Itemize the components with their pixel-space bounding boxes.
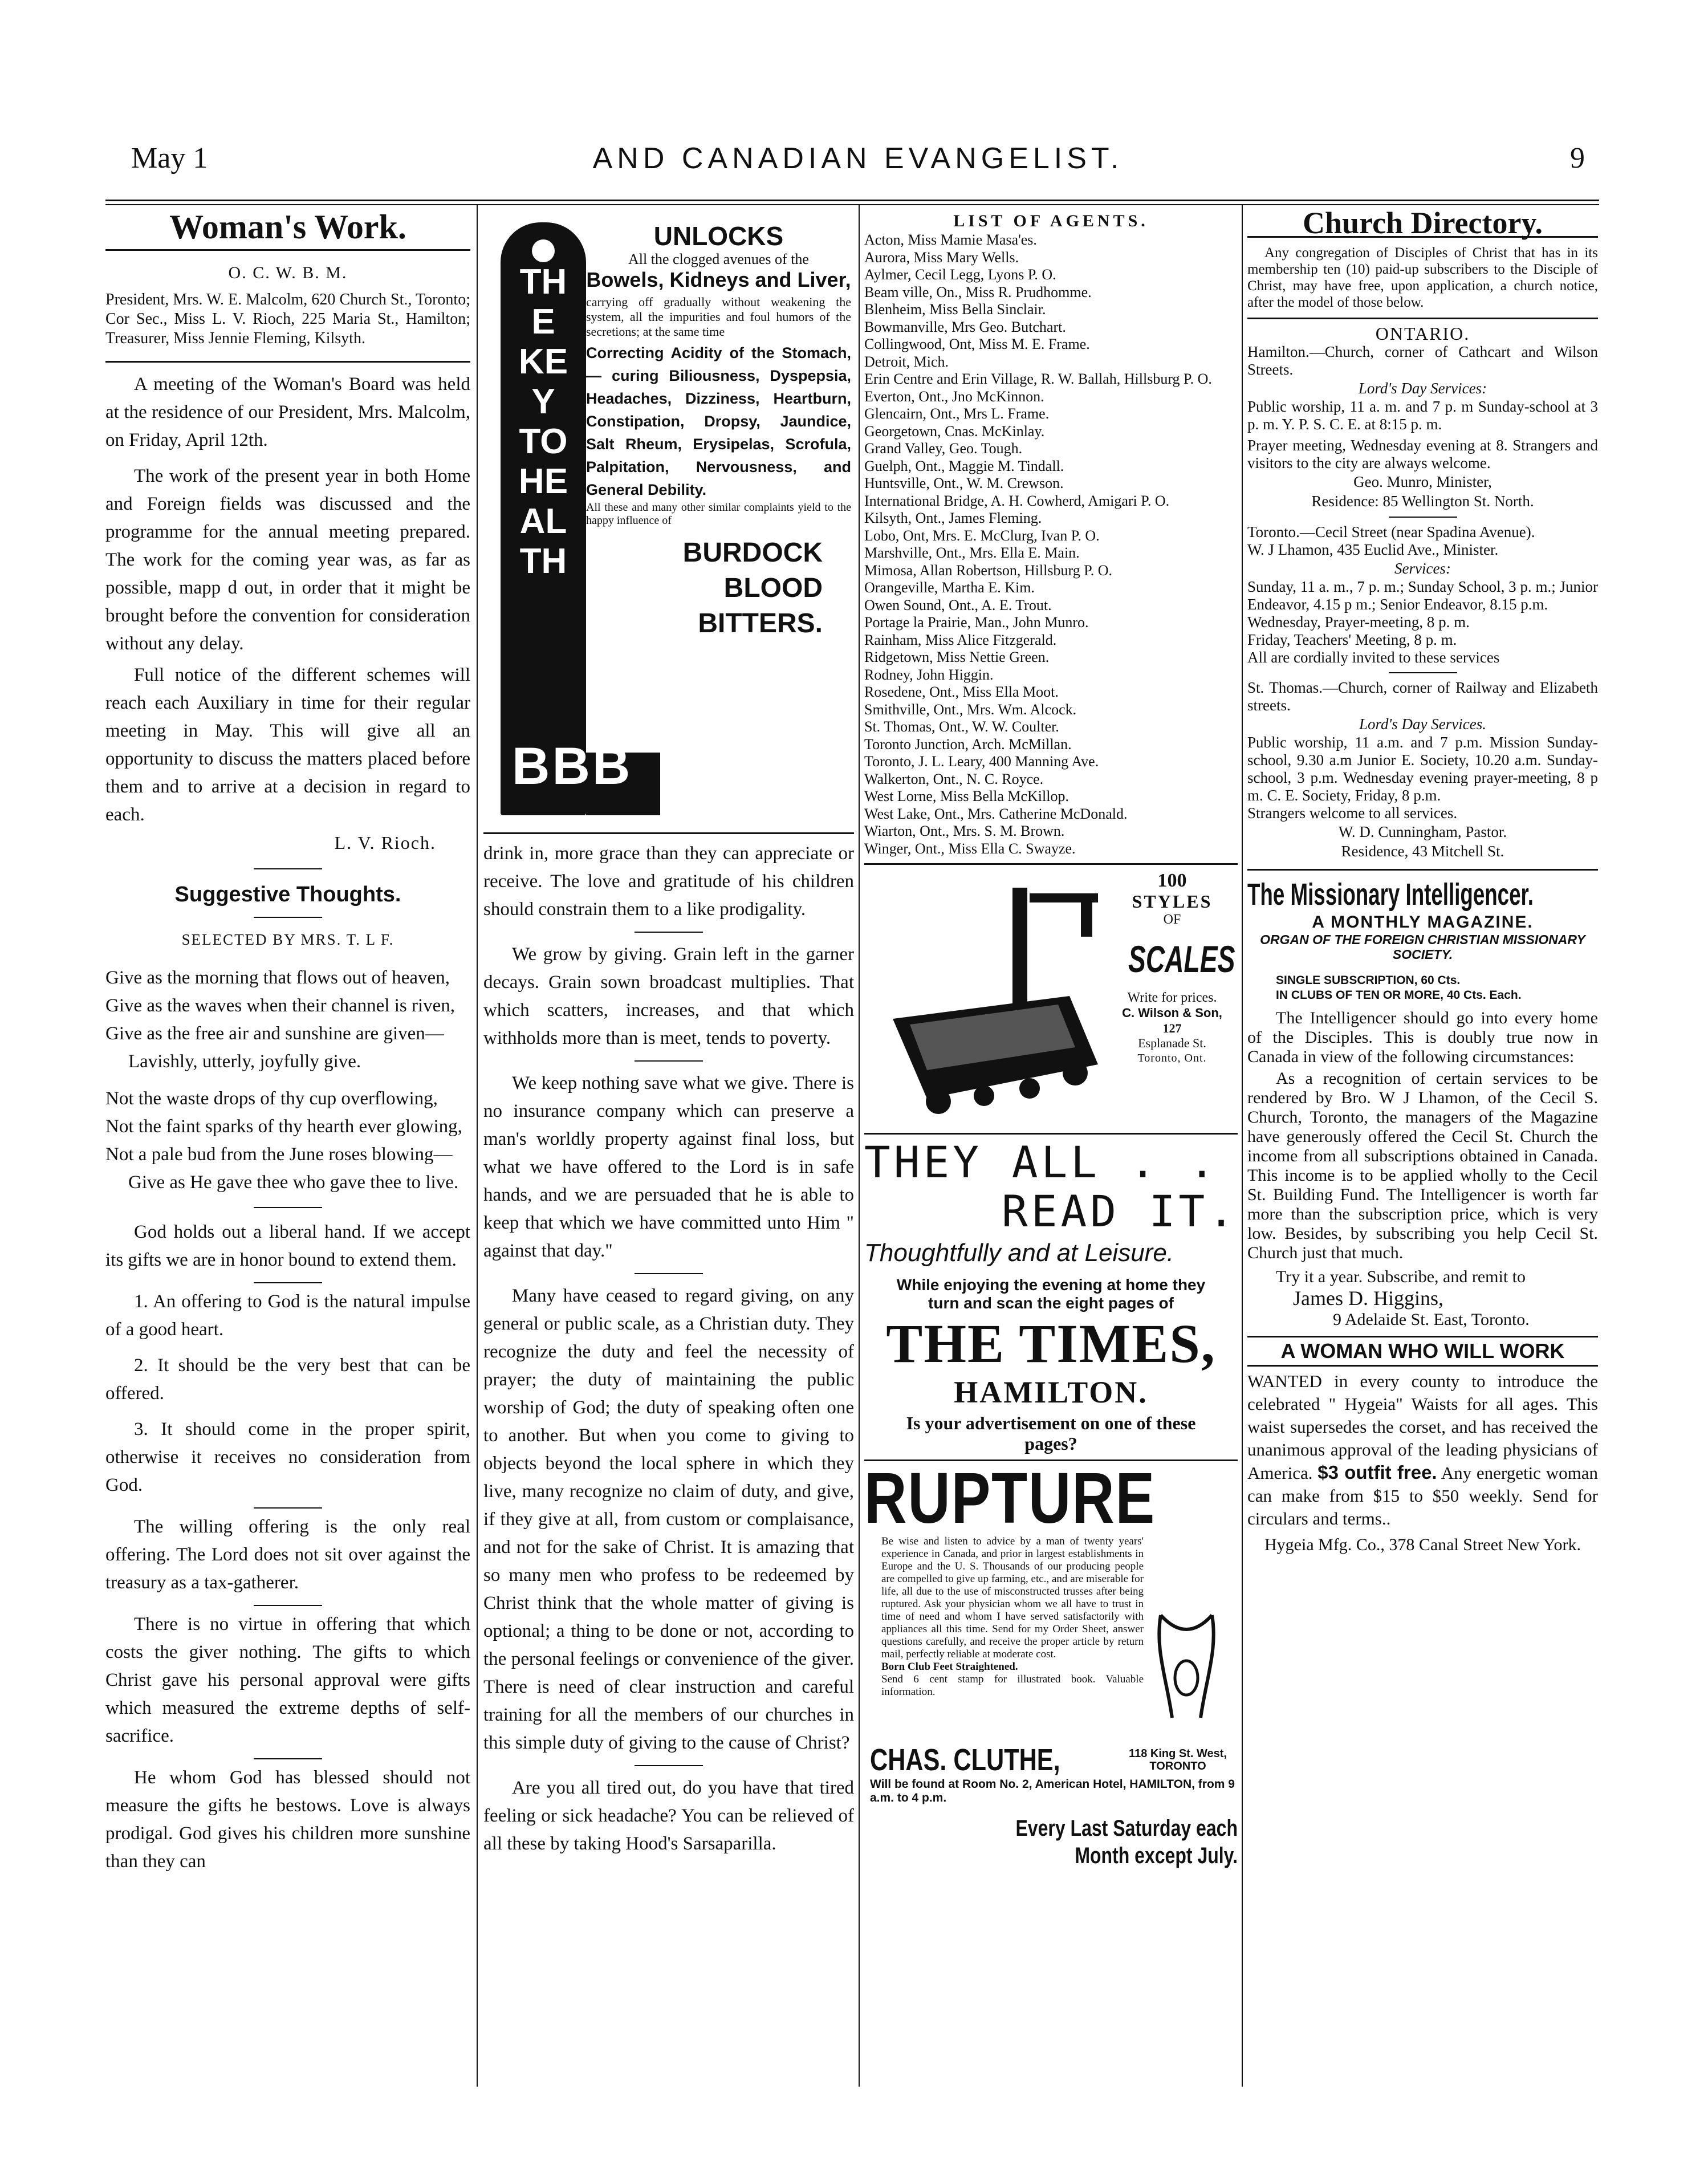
intelligencer-price: IN CLUBS OF TEN OR MORE, 40 Cts. Each. (1276, 989, 1522, 1002)
pastor-residence: Residence, 43 Mitchell St. (1341, 843, 1504, 860)
poem-line: Give as the morning that flows out of heaven, (105, 967, 450, 988)
agent-entry: Mimosa, Allan Robertson, Hillsburg P. O. (864, 562, 1113, 579)
times-city: HAMILTON. (954, 1375, 1148, 1409)
paragraph: Are you all tired out, do you have that tired feeling or sick headache? You can be relieved of all these by taking Hood's Sarsaparilla. (483, 1778, 854, 1854)
poem-line: Give as the free air and sunshine are given— (105, 1023, 444, 1044)
agent-entry: Georgetown, Cnas. McKinlay. (864, 422, 1045, 440)
bbb-text: BBB (512, 737, 633, 795)
poem-line: Give as He gave thee who gave thee to live. (128, 1172, 459, 1193)
paragraph: The work of the present year in both Home and Foreign fields was discussed and the programme for the annual meeting prepared. The work for the coming year was, as far as possible, mapp d out, in order that it might be brought before the convention for consideration without any delay. (105, 466, 470, 654)
paragraph: drink in, more grace than they can appreciate or receive. The love and gratitude of his children should constrain them to a like prodigality. (483, 843, 854, 920)
rupture-club: Born Club Feet Straightened. (881, 1661, 1018, 1673)
divider (1247, 869, 1598, 871)
services-heading: Lord's Day Services. (1359, 715, 1486, 733)
ad-headline: UNLOCKS (653, 221, 784, 251)
agent-entry: West Lake, Ont., Mrs. Catherine McDonald. (864, 805, 1128, 822)
ad-text: carrying off gradually without weakening the system, all the impurities and foul humors of the secretions; at the same time (586, 295, 851, 339)
church-entry: Public worship, 11 a. m. and 7 p. m Sunday-school at 3 p. m. Y. P. S. C. E. at 8:15 p. m. (1247, 398, 1598, 433)
agent-entry: Toronto Junction, Arch. McMillan. (864, 735, 1072, 753)
burdock-blood-bitters-ad (483, 211, 854, 834)
truss-icon (1149, 1609, 1223, 1723)
divider (254, 1507, 322, 1509)
agent-entry: Marshville, Ont., Mrs. Ella E. Main. (864, 544, 1080, 561)
poem-line: Not the faint sparks of thy hearth ever glowing, (105, 1116, 462, 1137)
column-divider (477, 205, 478, 2087)
brand-line: BURDOCK (682, 538, 823, 568)
divider (254, 917, 322, 918)
agent-entry: Walkerton, Ont., N. C. Royce. (864, 770, 1044, 787)
column-two (483, 211, 854, 2092)
scales-address: 127 (1162, 1021, 1182, 1035)
divider (105, 361, 470, 363)
agent-entry: Detroit, Mich. (864, 353, 949, 370)
ad-text: All these and many other similar complaints yield to the happy influence of (586, 501, 851, 527)
rupture-copy (881, 1535, 1144, 1698)
poem-line: Give as the waves when their channel is riven, (105, 995, 456, 1016)
key-vertical-text: THE KEY TO HEALTH (518, 262, 568, 581)
scales-ad-copy (1109, 871, 1235, 1066)
paragraph: He whom God has blessed should not measure the gifts he bestows. Love is always prodigal. God gives his children more sunshine than they can (105, 1767, 470, 1872)
agent-entry: Aylmer, Cecil Legg, Lyons P. O. (864, 266, 1056, 283)
poem-line: Not a pale bud from the June roses blowing— (105, 1144, 453, 1165)
poem-line: Not the waste drops of thy cup overflowing, (105, 1088, 438, 1109)
header-rule (105, 200, 1599, 201)
divider (635, 932, 703, 933)
rupture-address: 118 King St. West, TORONTO (1129, 1747, 1227, 1772)
agent-entry: Rainham, Miss Alice Fitzgerald. (864, 631, 1057, 648)
page-header (131, 141, 1585, 187)
paragraph: The willing offering is the only real offering. The Lord does not sit over against the treasury as a tax-gatherer. (105, 1517, 470, 1593)
agent-entry: Grand Valley, Geo. Tough. (864, 440, 1023, 457)
divider (635, 1273, 703, 1274)
section-title-church-directory: Church Directory. (1303, 211, 1543, 240)
paragraph: We grow by giving. Grain left in the garner decays. Grain sown broadcast multiplies. That which scatters, increases, and that which withholds more than is meet, tends to poverty. (483, 944, 854, 1048)
scales-company: C. Wilson & Son, (1122, 1006, 1222, 1020)
rupture-every: Every Last Saturday each Month except July. (1015, 1816, 1238, 1868)
scale-illustration (876, 876, 1127, 1121)
officers-list: President, Mrs. W. E. Malcolm, 620 Church St., Toronto; Cor Sec., Miss L. V. Rioch, 225 Maria St., Hamilton; Treasurer, Miss Jennie Fleming, Kilsyth. (105, 291, 470, 347)
agent-entry: Wiarton, Ont., Mrs. S. M. Brown. (864, 823, 1065, 839)
times-question: Is your advertisement on one of these pages? (906, 1413, 1196, 1454)
times-line: THEY ALL . . (864, 1137, 1219, 1188)
divider (254, 868, 322, 869)
paragraph: As a recognition of certain services to be rendered by Bro. W J Lhamon, of the Cecil S. Church, Toronto, the managers of the Magazine have generously offered the Cecil St. Church the income from all subscriptions obtained in Canada. This income is to be applied wholly to the Cecil St. Building Fund. The Intelligencer is worth far more than the subscription price, which is very low. Besides, by subscribing you help Cecil St. Church just that much. (1247, 1069, 1598, 1262)
times-text: While enjoying the evening at home they turn and scan the eight pages of (896, 1276, 1206, 1312)
paragraph: God holds out a liberal hand. If we accept its gifts we are in honor bound to extend them. (105, 1222, 470, 1270)
paragraph: Full notice of the different schemes will reach each Auxiliary in time for their regular meeting in May. This will give all an opportunity to discuss the matters placed before them and to arrive at a decision in regard to each. (105, 665, 470, 825)
section-title-suggestive-thoughts: Suggestive Thoughts. (174, 883, 401, 906)
church-entry: Hamilton.—Church, corner of Cathcart and Wilson Streets. (1247, 343, 1598, 378)
numbered-point: 3. It should come in the proper spirit, otherwise it receives no consideration from God. (105, 1419, 470, 1495)
divider (254, 1207, 322, 1208)
church-entry: Wednesday, Prayer-meeting, 8 p. m. (1247, 613, 1470, 631)
intelligencer-address: 9 Adelaide St. East, Toronto. (1333, 1310, 1530, 1329)
agent-entry: Ridgetown, Miss Nettie Green. (864, 649, 1050, 665)
agent-entry: Kilsyth, Ont., James Fleming. (864, 510, 1042, 526)
agent-entry: Glencairn, Ont., Mrs L. Frame. (864, 405, 1050, 422)
scales-word: SCALES (1128, 938, 1235, 980)
header-title: AND CANADIAN EVANGELIST. (592, 142, 1124, 175)
hygeia-body: WANTED in every county to introduce the celebrated " Hygeia" Waists for all ages. This waist supersedes the corset, and has received the unanimous approval of the leading physicians of America. (1247, 1371, 1598, 1483)
column-four (1247, 211, 1598, 2092)
agent-entry: Blenheim, Miss Bella Sinclair. (864, 301, 1046, 318)
numbered-point: 2. It should be the very best that can be offered. (105, 1355, 470, 1404)
agent-entry: Everton, Ont., Jno McKinnon. (864, 388, 1044, 405)
church-entry: All are cordially invited to these services (1247, 649, 1500, 666)
agent-entry: International Bridge, A. H. Cowherd, Amigari P. O. (864, 492, 1170, 509)
rupture-headline: RUPTURE (864, 1458, 1156, 1538)
brand-line: BLOOD (723, 573, 823, 603)
agent-entry: Toronto, J. L. Leary, 400 Manning Ave. (864, 753, 1099, 770)
intelligencer-subtitle: A MONTHLY MAGAZINE. (1312, 913, 1534, 932)
column-womans-work (105, 211, 470, 2092)
agent-entry: Aurora, Miss Mary Wells. (864, 249, 1019, 266)
times-name: THE TIMES, (886, 1313, 1216, 1374)
agent-entry: Orangeville, Martha E. Kim. (864, 579, 1035, 596)
org-name: O. C. W. B. M. (228, 263, 348, 282)
scales-write: Write for prices. (1127, 990, 1217, 1005)
section-title-womans-work: Woman's Work. (169, 211, 406, 246)
rupture-ad (864, 1458, 1238, 1815)
agent-entry: Collingwood, Ont, Miss M. E. Frame. (864, 336, 1090, 352)
rupture-send: Send 6 cent stamp for illustrated book. Valuable information. (881, 1673, 1144, 1698)
selected-by: SELECTED BY MRS. T. L F. (181, 931, 395, 948)
church-entry: Sunday, 11 a. m., 7 p. m.; Sunday School, 3 p. m.; Junior Endeavor, 4.15 p m.; Senior Endeavor, 8.15 p.m. (1247, 578, 1598, 613)
agent-entry: Lobo, Ont, Mrs. E. McClurg, Ivan P. O. (864, 527, 1100, 544)
scales-styles: STYLES (1132, 891, 1213, 912)
intelligencer-title: The Missionary Intelligencer. (1247, 877, 1534, 912)
ad-title-woman-who-will-work: A WOMAN WHO WILL WORK (1247, 1340, 1598, 1367)
divider (1247, 1336, 1598, 1337)
column-divider (1242, 205, 1243, 2087)
poem (105, 964, 470, 1197)
agent-entry: Guelph, Ont., Maggie M. Tindall. (864, 457, 1064, 474)
paragraph: There is no virtue in offering that which costs the giver nothing. The gifts to which Christ gave his personal approval were gifts which measured the extreme depths of self-sacrifice. (105, 1614, 470, 1746)
intelligencer-organ: ORGAN OF THE FOREIGN CHRISTIAN MISSIONARY SOCIETY. (1260, 932, 1585, 962)
divider (635, 1060, 703, 1062)
paragraph: The Intelligencer should go into every home of the Disciples. This is doubly true now in Canada in view of the following circumstances: (1247, 1009, 1598, 1066)
header-rule-thin (105, 204, 1599, 205)
church-entry: St. Thomas.—Church, corner of Railway and Elizabeth streets. (1247, 679, 1598, 714)
services-heading: Services: (1394, 560, 1451, 577)
church-entry: Strangers welcome to all services. (1247, 804, 1458, 822)
agent-entry: Erin Centre and Erin Village, R. W. Ballah, Hillsburg P. O. (864, 371, 1212, 387)
rupture-found: Will be found at Room No. 2, American Hotel, HAMILTON, from 9 a.m. to 4 p.m. (870, 1778, 1235, 1804)
church-entry: W. J Lhamon, 435 Euclid Ave., Minister. (1247, 541, 1499, 558)
agent-entry: Beam ville, On., Miss R. Prudhomme. (864, 283, 1092, 300)
rupture-body: Be wise and listen to advice by a man of twenty years' experience in Canada, and prior in largest establishments in Europe and the U. S. Thousands of our producing people are compelled to give up farming, etc., and are miserable for life, all due to the use of misconstructed trusses after being ruptured. Ask your physician whom we all have to trust in time of need and whom I have served satisfactorily with appliances all this time. Send for my Order Sheet, answer questions carefully, and receive the proper article by return mail, perfectly reliable at moderate cost. (881, 1535, 1144, 1660)
brand-line: BITTERS. (698, 608, 823, 639)
agents-title: LIST OF AGENTS. (953, 212, 1149, 230)
hygeia-outfit: $3 outfit free. (1317, 1462, 1437, 1483)
church-entry: Friday, Teachers' Meeting, 8 p. m. (1247, 631, 1457, 648)
column-three (864, 211, 1238, 2092)
rupture-footer (870, 1743, 1235, 1805)
times-line: READ IT. (1001, 1186, 1238, 1237)
scales-of: OF (1163, 912, 1181, 927)
church-entry: Toronto.—Cecil Street (near Spadina Avenue). (1247, 523, 1535, 540)
pastor-name: W. D. Cunningham, Pastor. (1338, 823, 1507, 840)
times-line: Thoughtfully and at Leisure. (864, 1239, 1174, 1267)
scales-ad (864, 865, 1238, 1133)
divider (105, 249, 470, 251)
agent-entry: Huntsville, Ont., W. M. Crewson. (864, 475, 1064, 491)
intelligencer-contact: James D. Higgins, (1293, 1287, 1443, 1310)
agent-entry: Rodney, John Higgin. (864, 666, 994, 683)
divider (1389, 517, 1457, 518)
divider (254, 1282, 322, 1283)
agent-entry: Owen Sound, Ont., A. E. Trout. (864, 596, 1052, 613)
divider (254, 1605, 322, 1606)
times-ad (864, 1135, 1238, 1459)
scales-address: Esplanade St. (1138, 1036, 1206, 1050)
hygeia-ad (1247, 1370, 1598, 1530)
agent-entry: Winger, Ont., Miss Ella C. Swayze. (864, 840, 1076, 857)
column-divider (859, 205, 860, 2087)
agent-entry: Acton, Miss Mamie Masa'es. (864, 231, 1037, 248)
hygeia-company: Hygeia Mfg. Co., 378 Canal Street New York. (1264, 1535, 1581, 1554)
ad-copy (586, 222, 851, 641)
header-date: May 1 (131, 142, 208, 174)
numbered-point: 1. An offering to God is the natural impulse of a good heart. (105, 1291, 470, 1340)
scales-city: Toronto, Ont. (1137, 1052, 1207, 1064)
agent-entry: West Lorne, Miss Bella McKillop. (864, 788, 1069, 804)
rupture-name: CHAS. CLUTHE, (870, 1743, 1060, 1777)
agent-entry: Rosedene, Ont., Miss Ella Moot. (864, 684, 1059, 700)
paragraph: Try it a year. Subscribe, and remit to (1276, 1267, 1526, 1286)
paragraph: A meeting of the Woman's Board was held at the residence of our President, Mrs. Malcolm, on Friday, April 12th. (105, 374, 470, 450)
ad-text: All the clogged avenues of the (628, 251, 809, 267)
ad-brand (586, 535, 851, 641)
agents-list (864, 231, 1238, 857)
ad-organs: Bowels, Kidneys and Liver, (586, 268, 851, 291)
page-number: 9 (1570, 142, 1585, 174)
hygeia-body: Any energetic woman can make from $15 to $50 weekly. Send for circulars and terms.. (1247, 1463, 1598, 1528)
ad-cures-list: Correcting Acidity of the Stomach,— curing Biliousness, Dyspepsia, Headaches, Dizziness, Heartburn, Constipation, Dropsy, Jaundice, Salt Rheum, Erysipelas, Scrofula, Palpitation, Nervousness, and General Debility. (586, 344, 851, 498)
agent-entry: Bowmanville, Mrs Geo. Butchart. (864, 318, 1066, 335)
key-hole-icon (532, 239, 555, 262)
minister-residence: Residence: 85 Wellington St. North. (1311, 493, 1534, 510)
church-entry: Prayer meeting, Wednesday evening at 8. Strangers and visitors to the city are always welcome. (1247, 437, 1598, 471)
directory-intro: Any congregation of Disciples of Christ that has in its membership ten (10) paid-up subscribers to the Disciple of Christ, may have free, upon application, a church notice, after the model of those below. (1247, 245, 1598, 310)
minister-name: Geo. Munro, Minister, (1353, 473, 1492, 490)
scales-count: 100 (1157, 870, 1187, 891)
divider (1247, 318, 1598, 319)
signature: L. V. Rioch. (334, 832, 436, 853)
services-heading: Lord's Day Services: (1358, 380, 1487, 397)
poem-line: Lavishly, utterly, joyfully give. (128, 1051, 361, 1072)
paragraph: Many have ceased to regard giving, on any general or public scale, as a Christian duty. They recognize the duty and feel the necessity of prayer; the duty of maintaining the public worship of God; the duty of speaking often one to another. But when you come to giving to objects beyond the local sphere in which they live, many recognize no claim of duty, and give, if they give at all, from custom or complaisance, and not for the sake of Christ. It is amazing that so many men who profess to be redeemed by Christ think that the whole matter of giving is optional; a thing to be done or not, according to the personal feelings or convenience of the giver. There is need of clear instruction and careful training for all the members of our churches in this simple duty of giving to the cause of Christ? (483, 1286, 854, 1753)
agent-entry: Portage la Prairie, Man., John Munro. (864, 614, 1089, 631)
divider (254, 1758, 322, 1759)
church-entry: Public worship, 11 a.m. and 7 p.m. Mission Sunday-school, 9.30 a.m Junior E. Society, 10.20 a.m. Sunday-school, 3 p.m. Wednesday evening prayer-meeting, 8 p m. C. E. Society, Friday, 8 p.m. (1247, 734, 1598, 804)
paragraph: We keep nothing save what we give. There is no insurance company which can preserve a man's worldly property against final loss, but what we have offered to the Lord is in safe hands, and we are persuaded that he is able to keep that which we have committed unto Him " against that day." (483, 1073, 854, 1261)
agent-entry: St. Thomas, Ont., W. W. Coulter. (864, 718, 1059, 735)
divider (635, 1765, 703, 1766)
divider (1389, 672, 1457, 673)
province-heading: ONTARIO. (1375, 323, 1470, 344)
agent-entry: Smithville, Ont., Mrs. Wm. Alcock. (864, 701, 1077, 718)
intelligencer-price: SINGLE SUBSCRIPTION, 60 Cts. (1276, 974, 1461, 987)
